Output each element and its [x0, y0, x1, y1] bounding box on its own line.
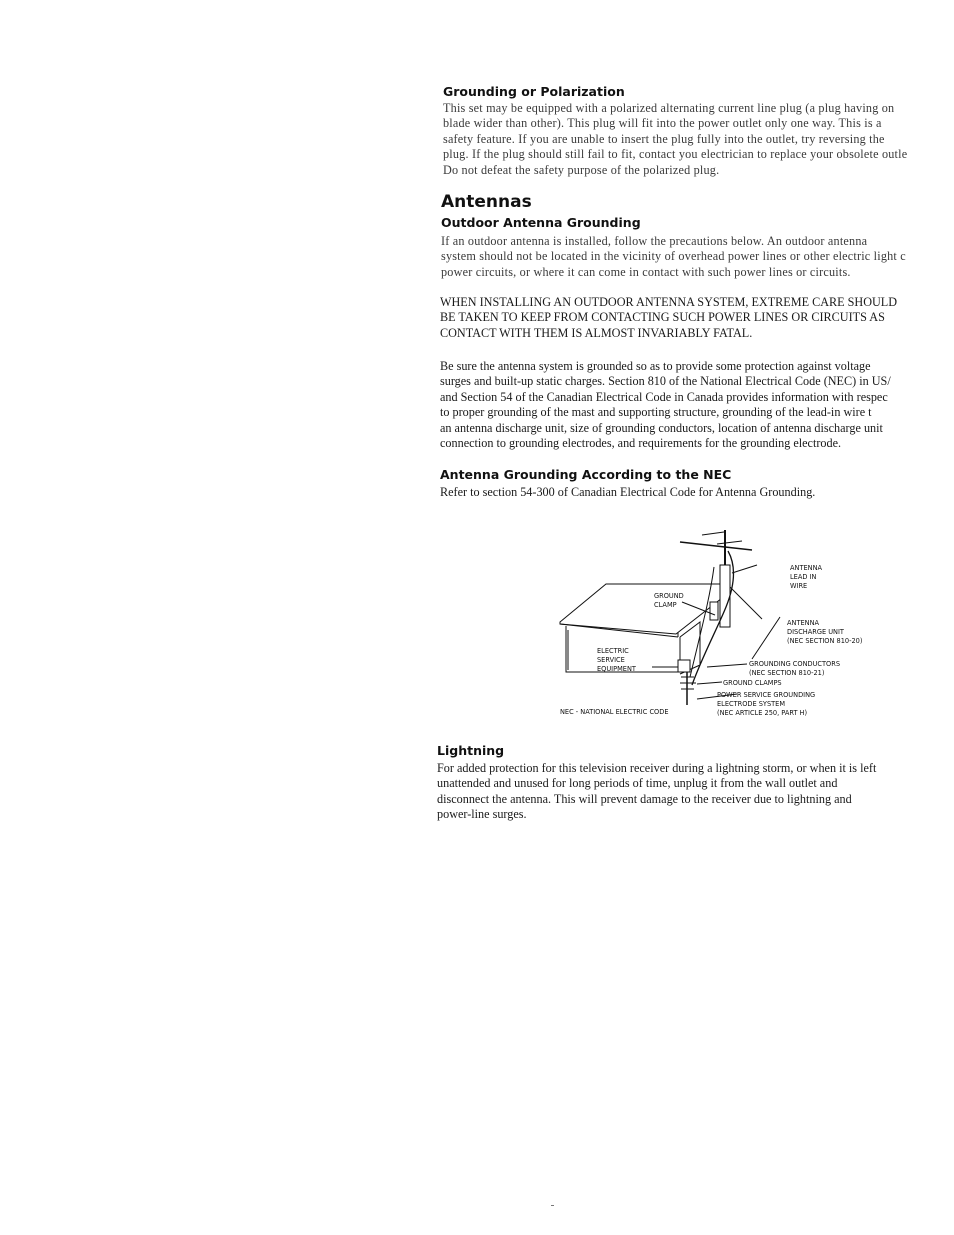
- text-line: blade wider than other). This plug will fit into the power outlet only one way. This is a: [443, 116, 882, 131]
- text-line: Be sure the antenna system is grounded so as to provide some protection against voltage: [440, 359, 871, 373]
- text-line: WHEN INSTALLING AN OUTDOOR ANTENNA SYSTEM, EXTREME CARE SHOULD: [440, 295, 898, 309]
- svg-text:WIRE: [790, 582, 807, 590]
- svg-text:NEC - NATIONAL ELECTRIC CODE: [560, 708, 668, 716]
- power-service-label-1: POWER SERVICE GROUNDING: [717, 691, 816, 699]
- lightning-paragraph: [437, 761, 948, 823]
- text-line: power-line surges.: [437, 807, 527, 822]
- svg-text:(NEC SECTION 810-20): [787, 637, 862, 645]
- pointer-line: [707, 664, 747, 667]
- svg-text:GROUND CLAMPS: [723, 679, 782, 687]
- outdoor-antenna-heading: Outdoor Antenna Grounding: [441, 215, 641, 230]
- text-line: to proper grounding of the mast and supporting structure, grounding of the lead-in wire t: [440, 405, 872, 420]
- discharge-unit-label-3: (NEC SECTION 810-20): [787, 637, 863, 645]
- text-line: surges and built-up static charges. Section 810 of the National Electrical Code (NEC) in US/: [440, 374, 891, 389]
- svg-text:ELECTRODE SYSTEM: [717, 700, 785, 708]
- nec-paragraph: [440, 485, 948, 500]
- text-line: an antenna discharge unit, size of grounding conductors, location of antenna discharge unit: [440, 420, 883, 435]
- text-line: disconnect the antenna. This will prevent damage to the receiver due to lightning and: [437, 791, 852, 806]
- nec-heading: Antenna Grounding According to the NEC: [440, 467, 732, 482]
- ground-clamps-label: GROUND CLAMPS: [723, 679, 782, 687]
- svg-text:GROUNDING CONDUCTORS: [749, 660, 840, 668]
- text-line: system should not be located in the vicinity of overhead power lines or other electric light c: [441, 249, 906, 264]
- text-line: unattended and unused for long periods of time, unplug it from the wall outlet and: [437, 776, 838, 791]
- electric-service-label-2: SERVICE: [597, 656, 625, 664]
- text-line: connection to grounding electrodes, and requirements for the grounding electrode.: [440, 436, 842, 451]
- svg-text:ELECTRIC: [597, 647, 629, 655]
- text-line: and Section 54 of the Canadian Electrical Code in Canada provides information with respec: [440, 389, 888, 404]
- svg-text:CLAMP: [654, 601, 677, 609]
- grounding-paragraph: [443, 101, 948, 178]
- grounding-info-paragraph: [440, 359, 948, 451]
- svg-text:LEAD IN: [790, 573, 816, 581]
- power-service-label-3: (NEC ARTICLE 250, PART H): [717, 709, 808, 717]
- power-service-label-2: ELECTRODE SYSTEM: [717, 700, 786, 708]
- electric-service-label-3: EQUIPMENT: [597, 665, 636, 673]
- grounding-conductors-label-2: (NEC SECTION 810-21): [749, 669, 825, 677]
- svg-text:ANTENNA: [787, 619, 820, 627]
- svg-text:POWER SERVICE GROUNDING: [717, 691, 815, 699]
- warning-paragraph: [440, 295, 948, 341]
- pointer-line: [697, 682, 722, 684]
- svg-text:ANTENNA: [790, 564, 823, 572]
- text-line: This set may be equipped with a polarized alternating current line plug (a plug having on: [443, 101, 895, 115]
- pointer-line: [732, 565, 757, 573]
- antennas-heading: Antennas: [441, 192, 532, 212]
- discharge-unit-label-1: ANTENNA: [787, 619, 820, 627]
- text-line: safety feature. If you are unable to insert the plug fully into the outlet, try reversing the: [443, 131, 885, 146]
- text-line: For added protection for this television receiver during a lightning storm, or when it is left: [437, 761, 877, 775]
- text-line: Do not defeat the safety purpose of the polarized plug.: [443, 162, 720, 177]
- discharge-unit-label-2: DISCHARGE UNIT: [787, 628, 844, 636]
- nec-caption: NEC - NATIONAL ELECTRIC CODE: [560, 708, 669, 716]
- grounding-conductors-label-1: GROUNDING CONDUCTORS: [749, 660, 841, 668]
- antenna-lead-label-3: WIRE: [790, 582, 808, 590]
- svg-text:(NEC SECTION 810-21): [749, 669, 824, 677]
- lightning-heading: Lightning: [437, 743, 505, 758]
- antenna-lead-label-1: ANTENNA: [790, 564, 823, 572]
- antenna-grounding-diagram: [552, 527, 872, 727]
- svg-text:SERVICE: [597, 656, 625, 664]
- text-line: plug. If the plug should still fail to fit, contact you electrician to replace your obsolete outle: [443, 147, 908, 162]
- pointer-line: [752, 617, 780, 659]
- svg-text:DISCHARGE UNIT: [787, 628, 845, 636]
- text-line: If an outdoor antenna is installed, follow the precautions below. An outdoor antenna: [441, 234, 868, 248]
- electric-service-label-1: ELECTRIC: [597, 647, 629, 655]
- scan-mark: [551, 1205, 554, 1206]
- ground-clamp-label-2: CLAMP: [654, 601, 677, 609]
- text-line: BE TAKEN TO KEEP FROM CONTACTING SUCH POWER LINES OR CIRCUITS AS: [440, 310, 885, 325]
- svg-text:EQUIPMENT: [597, 665, 637, 673]
- text-line: Refer to section 54-300 of Canadian Electrical Code for Antenna Grounding.: [440, 485, 816, 499]
- ground-clamp-label-1: GROUND: [654, 592, 684, 600]
- outdoor-paragraph: [441, 234, 948, 280]
- svg-text:(NEC ARTICLE 250, PART H): [717, 709, 807, 717]
- antenna-lead-label-2: LEAD IN: [790, 573, 817, 581]
- svg-text:GROUND: [654, 592, 684, 600]
- grounding-heading: Grounding or Polarization: [443, 84, 625, 99]
- text-line: CONTACT WITH THEM IS ALMOST INVARIABLY FATAL.: [440, 325, 753, 340]
- text-line: power circuits, or where it can come in contact with such power lines or circuits.: [441, 264, 851, 279]
